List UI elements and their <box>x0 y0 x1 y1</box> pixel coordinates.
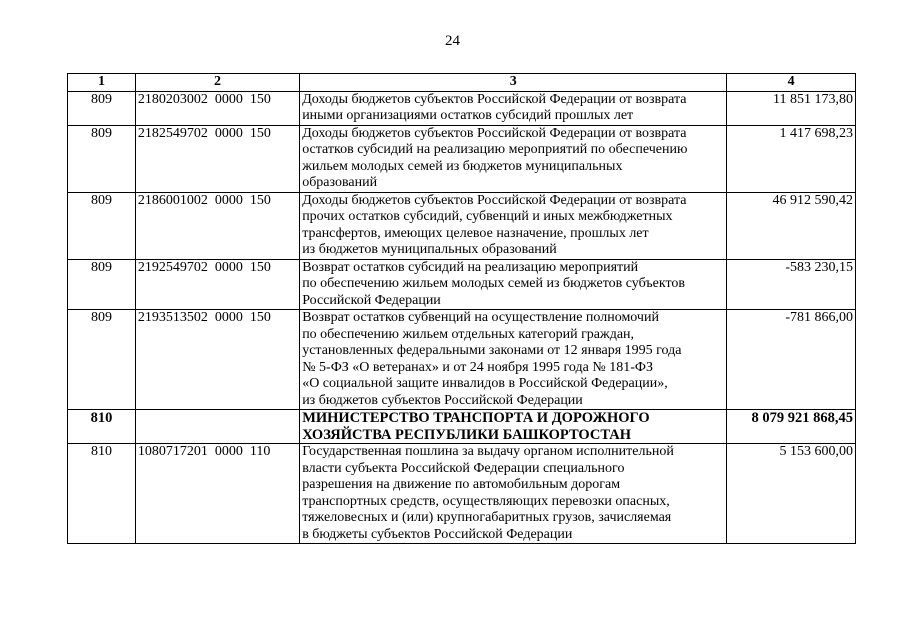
budget-classification-code-cell <box>135 410 299 444</box>
description-line: иными организациями остатков субсидий прошлых лет <box>302 108 634 123</box>
description-line: в бюджеты субъектов Российской Федерации <box>302 526 573 542</box>
description-line: остатков субсидий на реализацию мероприятий по обеспечению <box>302 142 688 157</box>
table-row <box>68 91 856 125</box>
amount-cell: -583 230,15 <box>727 259 856 310</box>
description-line: Доходы бюджетов субъектов Российской Федерации от возврата <box>302 192 687 208</box>
description-line: жильем молодых семей из бюджетов муниципальных <box>302 158 623 174</box>
description-line: транспортных средств, осуществляющих перевозки опасных, <box>302 493 670 509</box>
column-header-3: 3 <box>300 74 727 92</box>
amount-cell: 46 912 590,42 <box>727 192 856 259</box>
column-header-row <box>68 74 856 92</box>
admin-code-cell: 809 <box>68 310 136 410</box>
description-line: прочих остатков субсидий, субвенций и иных межбюджетных <box>302 209 673 224</box>
description-line: из бюджетов субъектов Российской Федерации <box>302 392 583 408</box>
description-line: МИНИСТЕРСТВО ТРАНСПОРТА И ДОРОЖНОГО <box>302 410 650 426</box>
description-line: образований <box>302 175 378 190</box>
budget-revenue-table <box>67 73 856 544</box>
admin-code-cell: 809 <box>68 192 136 259</box>
description-line: Возврат остатков субвенций на осуществление полномочий <box>302 310 659 325</box>
amount-cell: -781 866,00 <box>727 310 856 410</box>
description-line: ХОЗЯЙСТВА РЕСПУБЛИКИ БАШКОРТОСТАН <box>302 426 632 443</box>
description-line: Российской Федерации <box>302 292 441 308</box>
description-line: № 5-ФЗ «О ветеранах» и от 24 ноября 1995 года № 181-ФЗ <box>302 359 653 375</box>
table-row <box>68 444 856 544</box>
description-line: Возврат остатков субсидий на реализацию мероприятий <box>302 259 639 275</box>
description-cell <box>300 125 727 192</box>
description-line: из бюджетов муниципальных образований <box>302 242 557 257</box>
description-line: Доходы бюджетов субъектов Российской Федерации от возврата <box>302 125 687 141</box>
budget-classification-code-cell: 2186001002 0000 150 <box>135 192 299 259</box>
column-header-2: 2 <box>135 74 299 92</box>
description-cell <box>300 192 727 259</box>
description-cell <box>300 259 727 310</box>
description-line: власти субъекта Российской Федерации специального <box>302 460 625 476</box>
ministry-header-row <box>68 410 856 444</box>
table-row <box>68 125 856 192</box>
amount-cell: 1 417 698,23 <box>727 125 856 192</box>
description-cell <box>300 310 727 410</box>
column-header-1: 1 <box>68 74 136 92</box>
table-row <box>68 259 856 310</box>
description-line: разрешения на движение по автомобильным дорогам <box>302 477 621 492</box>
description-line: по обеспечению жильем молодых семей из бюджетов субъектов <box>302 276 686 291</box>
amount-cell: 5 153 600,00 <box>727 444 856 544</box>
description-cell <box>300 91 727 125</box>
table-body <box>68 91 856 544</box>
table-row <box>68 192 856 259</box>
amount-cell: 11 851 173,80 <box>727 91 856 125</box>
admin-code-cell: 809 <box>68 125 136 192</box>
budget-classification-code-cell: 1080717201 0000 110 <box>135 444 299 544</box>
budget-classification-code-cell: 2192549702 0000 150 <box>135 259 299 310</box>
budget-classification-code-cell: 2193513502 0000 150 <box>135 310 299 410</box>
amount-cell: 8 079 921 868,45 <box>727 410 856 444</box>
description-line: «О социальной защите инвалидов в Российской Федерации», <box>302 376 668 391</box>
column-header-4: 4 <box>727 74 856 92</box>
budget-classification-code-cell: 2182549702 0000 150 <box>135 125 299 192</box>
description-line: по обеспечению жильем отдельных категорий граждан, <box>302 326 635 342</box>
description-line: Государственная пошлина за выдачу органом исполнительной <box>302 444 674 459</box>
description-line: тяжеловесных и (или) крупногабаритных грузов, зачисляемая <box>302 510 672 525</box>
description-line: трансфертов, имеющих целевое назначение, прошлых лет <box>302 225 649 241</box>
description-cell <box>300 444 727 544</box>
admin-code-cell: 810 <box>68 444 136 544</box>
description-line: Доходы бюджетов субъектов Российской Федерации от возврата <box>302 91 687 107</box>
admin-code-cell: 810 <box>68 410 136 444</box>
table-row <box>68 310 856 410</box>
page-number: 24 <box>445 33 460 49</box>
budget-classification-code-cell: 2180203002 0000 150 <box>135 91 299 125</box>
description-cell <box>300 410 727 444</box>
description-line: установленных федеральными законами от 12 января 1995 года <box>302 343 682 358</box>
admin-code-cell: 809 <box>68 91 136 125</box>
admin-code-cell: 809 <box>68 259 136 310</box>
